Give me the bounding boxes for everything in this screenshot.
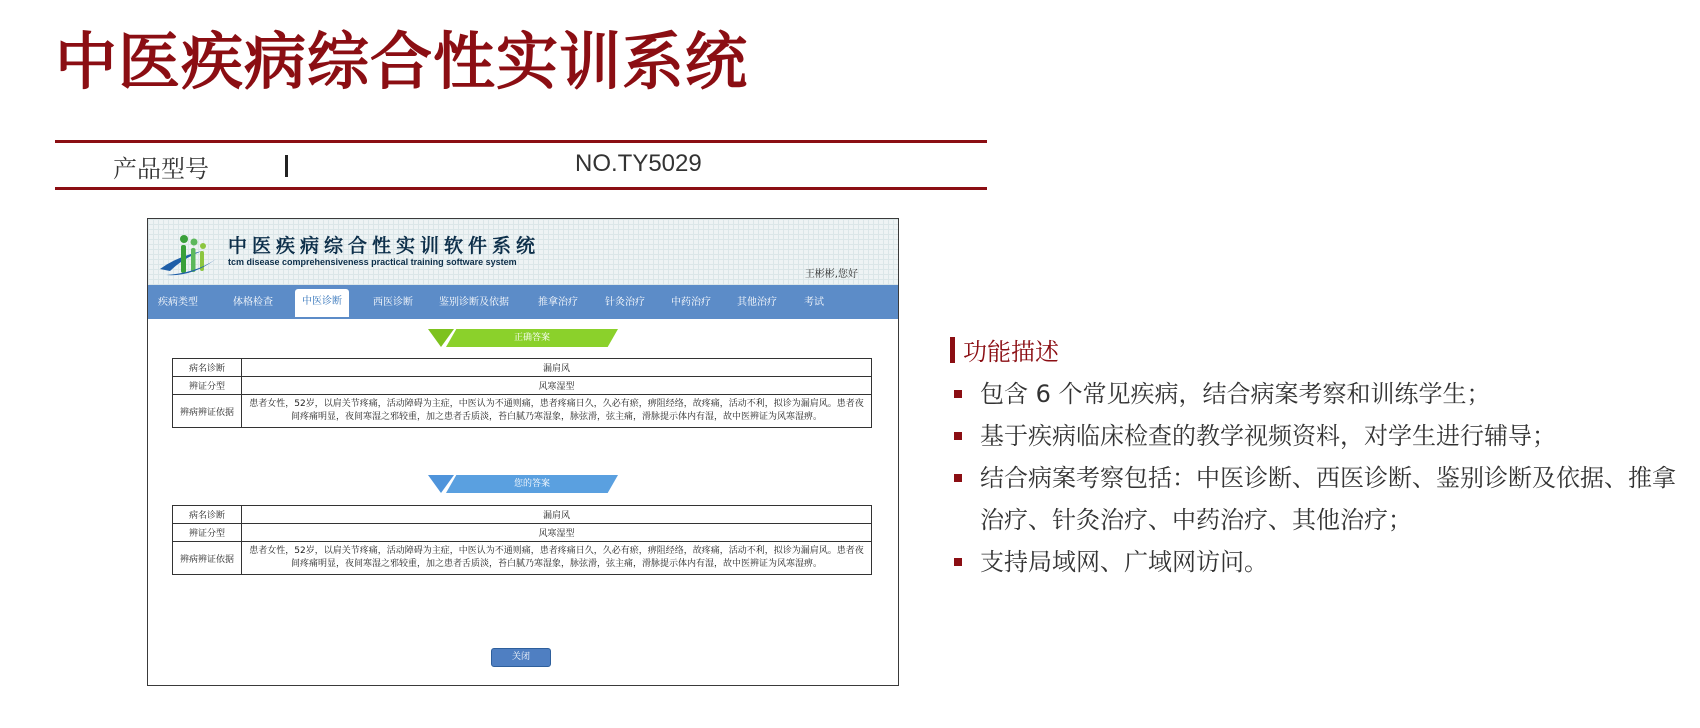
model-number: NO.TY5029 xyxy=(575,150,702,177)
tab-exam[interactable]: 考试 xyxy=(804,297,824,308)
software-screenshot xyxy=(147,218,899,686)
syndrome-value: 风寒湿型 xyxy=(242,524,872,542)
table-row xyxy=(173,359,872,377)
disease-label: 病名诊断 xyxy=(173,359,242,377)
feature-title xyxy=(950,332,1690,367)
list-item xyxy=(950,373,1690,415)
tab-disease-type[interactable]: 疾病类型 xyxy=(158,297,198,308)
app-nav xyxy=(148,285,898,319)
model-separator xyxy=(285,155,288,177)
correct-answer-table xyxy=(172,358,872,428)
page-title: 中医疾病综合性实训系统 xyxy=(55,25,749,98)
title-bar-icon xyxy=(950,337,955,363)
tab-physical-exam[interactable]: 体格检查 xyxy=(233,297,273,308)
your-answer-label: 您的答案 xyxy=(513,479,550,489)
feature-text: 支持局域网、广域网访问。 xyxy=(980,548,1268,576)
tab-other-treatment[interactable]: 其他治疗 xyxy=(737,297,777,308)
table-row xyxy=(173,506,872,524)
square-bullet-icon xyxy=(954,474,962,482)
feature-title-text: 功能描述 xyxy=(963,338,1059,366)
table-row xyxy=(173,395,872,428)
app-header xyxy=(148,219,898,285)
feature-text: 结合病案考察包括：中医诊断、西医诊断、鉴别诊断及依据、推拿治疗、针灸治疗、中药治疗、其他治疗； xyxy=(980,464,1676,534)
list-item xyxy=(950,415,1690,457)
your-answer-table xyxy=(172,505,872,575)
tab-western-diagnosis[interactable]: 西医诊断 xyxy=(373,297,413,308)
list-item xyxy=(950,457,1690,541)
user-greeting: 王彬彬,您好 xyxy=(804,269,858,280)
app-subtitle: tcm disease comprehensiveness practical training software system xyxy=(228,257,517,267)
syndrome-label: 辨证分型 xyxy=(173,524,242,542)
basis-label: 辨病辨证依据 xyxy=(173,395,242,428)
basis-value: 患者女性，52岁，以肩关节疼痛，活动障碍为主症，中医认为不通则痛，患者疼痛日久，久必有瘀，痹阻经络，故疼痛，活动不利，拟诊为漏肩风。患者夜间疼痛明显，夜间寒湿之邪较重，加之患者舌质淡，苔白腻乃寒湿象，脉弦滑，弦主痛，滑脉提示体内有湿，故中医辨证为风寒湿痹。 xyxy=(242,542,872,575)
syndrome-label: 辨证分型 xyxy=(173,377,242,395)
disease-label: 病名诊断 xyxy=(173,506,242,524)
close-button[interactable]: 关闭 xyxy=(491,648,551,667)
green-figures-logo-icon xyxy=(156,229,222,279)
disease-value: 漏肩风 xyxy=(242,506,872,524)
model-label: 产品型号 xyxy=(113,155,209,183)
basis-label: 辨病辨证依据 xyxy=(173,542,242,575)
feature-text: 基于疾病临床检查的教学视频资料，对学生进行辅导； xyxy=(980,422,1556,450)
feature-description xyxy=(950,332,1690,583)
table-row xyxy=(173,524,872,542)
square-bullet-icon xyxy=(954,390,962,398)
product-model-bar xyxy=(55,140,987,190)
disease-value: 漏肩风 xyxy=(242,359,872,377)
feature-text: 包含 6 个常见疾病，结合病案考察和训练学生； xyxy=(980,380,1491,408)
square-bullet-icon xyxy=(954,558,962,566)
tab-differential-diagnosis[interactable]: 鉴别诊断及依据 xyxy=(439,297,509,308)
tab-tcm-diagnosis[interactable]: 中医诊断 xyxy=(295,289,349,317)
table-row xyxy=(173,542,872,575)
basis-value: 患者女性，52岁，以肩关节疼痛，活动障碍为主症，中医认为不通则痛，患者疼痛日久，久必有瘀，痹阻经络，故疼痛，活动不利，拟诊为漏肩风。患者夜间疼痛明显，夜间寒湿之邪较重，加之患者舌质淡，苔白腻乃寒湿象，脉弦滑，弦主痛，滑脉提示体内有湿，故中医辨证为风寒湿痹。 xyxy=(242,395,872,428)
feature-list xyxy=(950,373,1690,583)
tab-herbal-treatment[interactable]: 中药治疗 xyxy=(671,297,711,308)
correct-answer-label: 正确答案 xyxy=(513,333,550,343)
tab-acupuncture-treatment[interactable]: 针灸治疗 xyxy=(605,297,645,308)
table-row xyxy=(173,377,872,395)
syndrome-value: 风寒湿型 xyxy=(242,377,872,395)
correct-answer-banner xyxy=(428,329,618,347)
tab-massage-treatment[interactable]: 推拿治疗 xyxy=(538,297,578,308)
your-answer-banner xyxy=(428,475,618,493)
app-title: 中医疾病综合性实训软件系统 xyxy=(228,235,541,257)
square-bullet-icon xyxy=(954,432,962,440)
list-item xyxy=(950,541,1690,583)
